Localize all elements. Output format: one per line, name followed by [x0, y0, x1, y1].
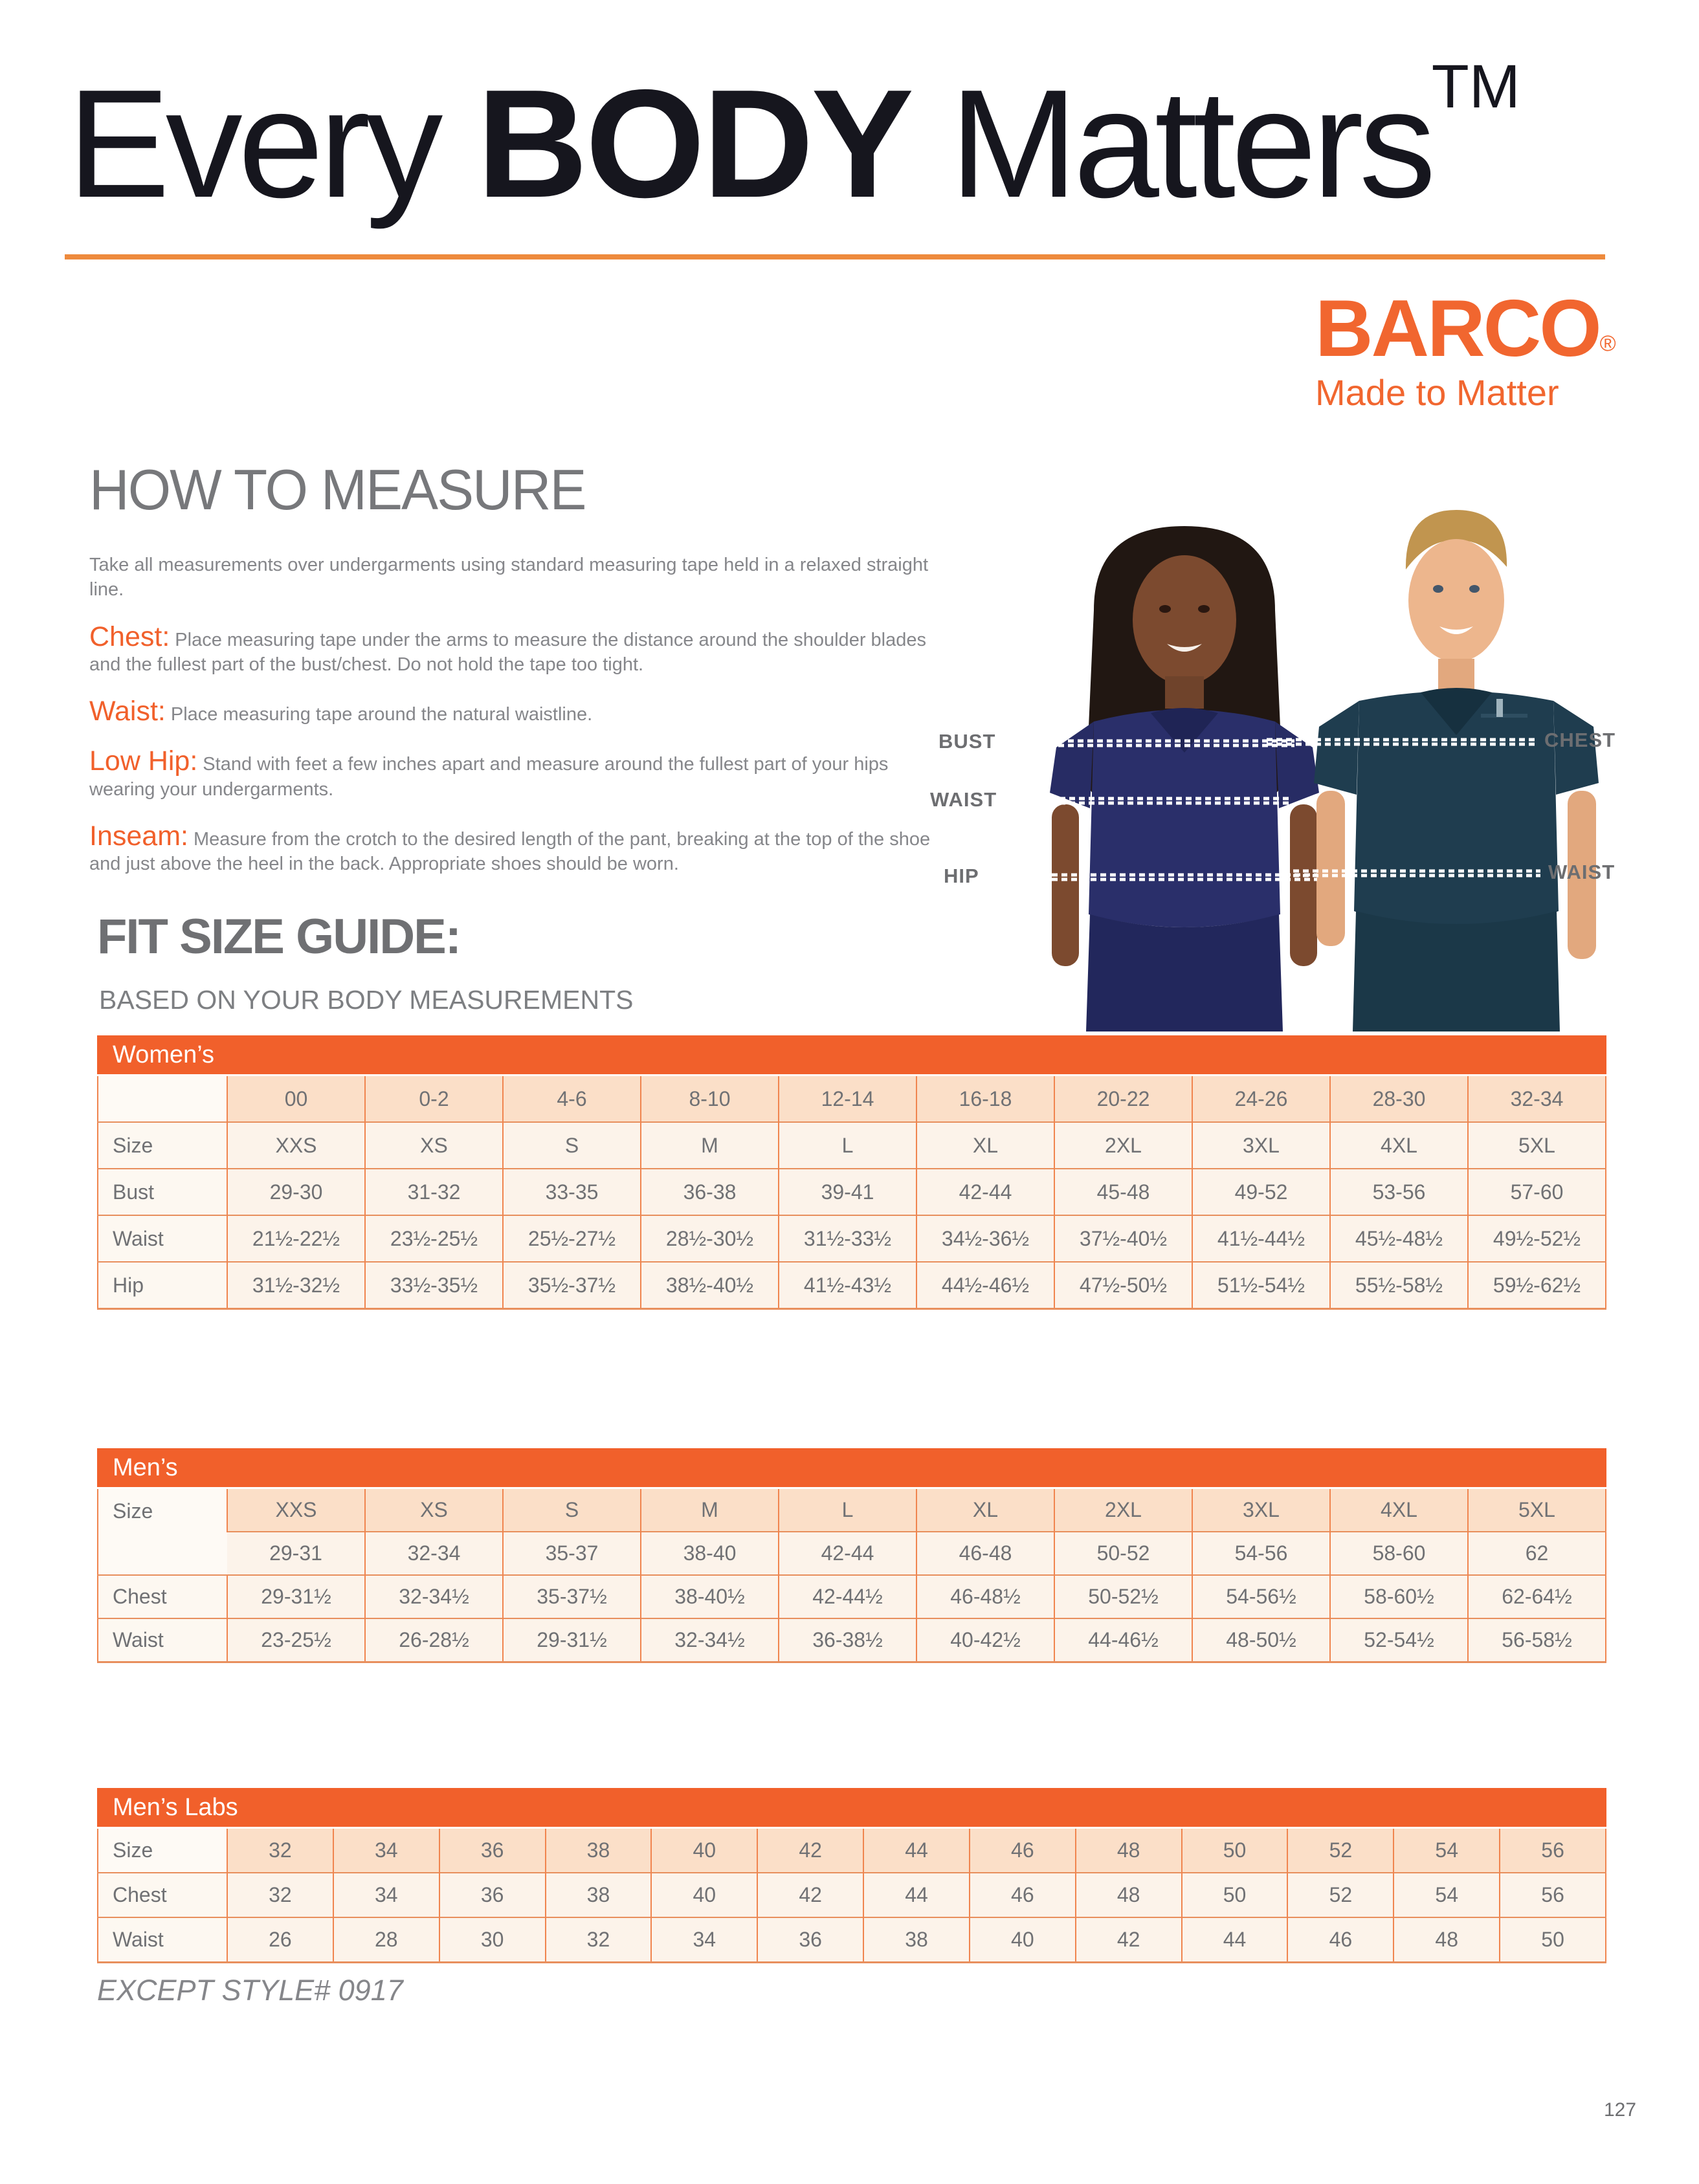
measure-item-label: Inseam: [89, 820, 188, 852]
table-cell: 3XL [1192, 1489, 1330, 1532]
table-row [98, 1575, 1606, 1618]
trademark-mark: TM [1431, 52, 1520, 121]
table-row [98, 1873, 1606, 1917]
title-bold: BODY [476, 58, 912, 230]
measure-items [89, 623, 950, 877]
table-cell: 4XL [1330, 1489, 1468, 1532]
table-cell: 38 [863, 1917, 970, 1963]
table-cell: S [503, 1489, 641, 1532]
table-cell: 38-40½ [641, 1575, 779, 1618]
table-cell: M [641, 1489, 779, 1532]
womens-table-header: Women’s [97, 1035, 1606, 1074]
table-cell: 29-31 [227, 1532, 365, 1575]
table-cell: 44 [1182, 1917, 1288, 1963]
table-cell: 38½-40½ [641, 1262, 779, 1309]
table-cell: 2XL [1054, 1489, 1192, 1532]
waist-right-label: WAIST [1548, 861, 1616, 883]
row-label: Chest [98, 1575, 227, 1618]
row-label: Chest [98, 1873, 227, 1917]
table-cell: 34 [651, 1917, 757, 1963]
man-figure [1314, 510, 1599, 1031]
table-cell: 52-54½ [1330, 1618, 1468, 1662]
measure-item-label: Low Hip: [89, 745, 198, 777]
fit-size-guide-heading: FIT SIZE GUIDE: [97, 909, 461, 964]
table-cell: 29-30 [227, 1169, 365, 1215]
table-row [98, 1169, 1606, 1215]
table-cell: 28½-30½ [641, 1215, 779, 1262]
measure-item [89, 623, 950, 678]
table-cell: 4-6 [503, 1076, 641, 1122]
table-cell: 38 [546, 1873, 652, 1917]
measure-item-label: Chest: [89, 621, 170, 652]
table-cell: 32 [546, 1917, 652, 1963]
table-cell: 42-44 [916, 1169, 1054, 1215]
table-cell: 46 [1287, 1917, 1394, 1963]
table-cell: 49-52 [1192, 1169, 1330, 1215]
title-light-2: Matters [911, 58, 1432, 230]
table-cell: 5XL [1468, 1489, 1606, 1532]
table-cell: S [503, 1122, 641, 1169]
table-cell: 23-25½ [227, 1618, 365, 1662]
table-cell: XS [365, 1122, 503, 1169]
table-cell: 32 [227, 1873, 333, 1917]
table-cell: 32-34 [365, 1532, 503, 1575]
table-cell: 54 [1394, 1873, 1500, 1917]
measure-item-text: Place measuring tape under the arms to measure the distance around the shoulder blades and the fullest part of the bust/chest. Do not hold the tape too tight. [89, 629, 926, 675]
table-cell: 4XL [1330, 1122, 1468, 1169]
hip-label: HIP [944, 865, 979, 887]
table-cell: 36 [757, 1917, 863, 1963]
table-cell: XL [916, 1489, 1054, 1532]
table-cell: 32-34 [1468, 1076, 1606, 1122]
table-cell: 25½-27½ [503, 1215, 641, 1262]
table-cell: 26 [227, 1917, 333, 1963]
table-cell: 28 [333, 1917, 439, 1963]
table-row [98, 1262, 1606, 1309]
table-cell: 53-56 [1330, 1169, 1468, 1215]
bust-label: BUST [938, 730, 996, 753]
table-row [98, 1829, 1606, 1873]
brand-name: BARCO [1315, 284, 1600, 373]
table-cell: 50-52½ [1054, 1575, 1192, 1618]
table-cell: 52 [1287, 1873, 1394, 1917]
fit-size-guide-subheading: BASED ON YOUR BODY MEASUREMENTS [99, 985, 634, 1015]
table-cell: 62 [1468, 1532, 1606, 1575]
table-cell: 38-40 [641, 1532, 779, 1575]
models-illustration [968, 503, 1699, 1031]
table-cell: 42 [1076, 1917, 1182, 1963]
table-cell: 34½-36½ [916, 1215, 1054, 1262]
table-cell: 35-37½ [503, 1575, 641, 1618]
table-cell: 39-41 [779, 1169, 916, 1215]
table-cell: 00 [227, 1076, 365, 1122]
table-cell: 46-48½ [916, 1575, 1054, 1618]
table-cell: 42 [757, 1829, 863, 1873]
row-label: Size [98, 1829, 227, 1873]
table-cell: 32-34½ [365, 1575, 503, 1618]
table-cell: 56 [1500, 1829, 1606, 1873]
mens-size-table [97, 1448, 1606, 1663]
table-cell: 31-32 [365, 1169, 503, 1215]
table-row [98, 1917, 1606, 1963]
table-cell: 57-60 [1468, 1169, 1606, 1215]
table-cell: 38 [546, 1829, 652, 1873]
table-cell: 48 [1076, 1873, 1182, 1917]
table-cell: XL [916, 1122, 1054, 1169]
table-cell: 44½-46½ [916, 1262, 1054, 1309]
brand-block [1315, 284, 1639, 414]
measure-item-text: Place measuring tape around the natural waistline. [170, 704, 593, 725]
table-cell: 47½-50½ [1054, 1262, 1192, 1309]
table-cell: 50-52 [1054, 1532, 1192, 1575]
table-cell: 21½-22½ [227, 1215, 365, 1262]
table-cell: 46-48 [916, 1532, 1054, 1575]
table-cell: 40 [651, 1873, 757, 1917]
table-cell: XXS [227, 1489, 365, 1532]
mens-labs-table-header: Men’s Labs [97, 1788, 1606, 1827]
row-label [98, 1076, 227, 1122]
measure-copy [89, 553, 950, 897]
row-label: Waist [98, 1917, 227, 1963]
registered-mark: ® [1599, 331, 1614, 356]
table-cell: 44 [863, 1829, 970, 1873]
mens-table-header: Men’s [97, 1448, 1606, 1487]
table-cell: 54-56½ [1192, 1575, 1330, 1618]
models-photo [968, 503, 1699, 1031]
table-cell: L [779, 1489, 916, 1532]
page-number: 127 [1604, 2099, 1637, 2121]
table-cell: 46 [970, 1829, 1076, 1873]
table-cell: 41½-43½ [779, 1262, 916, 1309]
measure-item-label: Waist: [89, 696, 166, 727]
table-row [98, 1076, 1606, 1122]
table-cell: L [779, 1122, 916, 1169]
table-cell: 40-42½ [916, 1618, 1054, 1662]
brand-tagline: Made to Matter [1315, 372, 1559, 413]
woman-figure [1050, 526, 1319, 1031]
table-row [98, 1489, 1606, 1532]
table-cell: 48 [1394, 1917, 1500, 1963]
table-cell: 3XL [1192, 1122, 1330, 1169]
row-label: Waist [98, 1215, 227, 1262]
table-cell: 56-58½ [1468, 1618, 1606, 1662]
table-cell: 48 [1076, 1829, 1182, 1873]
table-cell: 8-10 [641, 1076, 779, 1122]
measure-item [89, 747, 950, 802]
table-cell: 32 [227, 1829, 333, 1873]
table-cell: 59½-62½ [1468, 1262, 1606, 1309]
table-cell: 40 [970, 1917, 1076, 1963]
waist-left-label: WAIST [930, 788, 997, 811]
style-exception-note: EXCEPT STYLE# 0917 [97, 1974, 403, 2007]
row-label: Waist [98, 1618, 227, 1662]
table-cell: 29-31½ [503, 1618, 641, 1662]
table-cell: 44 [863, 1873, 970, 1917]
table-row [98, 1122, 1606, 1169]
table-cell: 2XL [1054, 1122, 1192, 1169]
table-cell: 32-34½ [641, 1618, 779, 1662]
table-cell: 33-35 [503, 1169, 641, 1215]
how-to-measure-heading: HOW TO MEASURE [89, 458, 586, 522]
table-cell: 42-44 [779, 1532, 916, 1575]
table-cell: 50 [1500, 1917, 1606, 1963]
table-cell: 50 [1182, 1873, 1288, 1917]
table-cell: 28-30 [1330, 1076, 1468, 1122]
table-cell: 36-38½ [779, 1618, 916, 1662]
table-cell: 24-26 [1192, 1076, 1330, 1122]
measure-item [89, 822, 950, 877]
womens-size-table [97, 1035, 1606, 1310]
table-cell: 34 [333, 1873, 439, 1917]
table-cell: 52 [1287, 1829, 1394, 1873]
table-cell: 46 [970, 1873, 1076, 1917]
table-cell: 34 [333, 1829, 439, 1873]
table-cell: 29-31½ [227, 1575, 365, 1618]
mens-table [97, 1489, 1606, 1663]
table-cell: 35-37 [503, 1532, 641, 1575]
table-cell: 36 [439, 1829, 546, 1873]
table-cell: M [641, 1122, 779, 1169]
table-cell: 54-56 [1192, 1532, 1330, 1575]
table-cell: 31½-33½ [779, 1215, 916, 1262]
page-title [67, 52, 1520, 230]
row-label: Size [98, 1122, 227, 1169]
measure-item-text: Measure from the crotch to the desired length of the pant, breaking at the top of the shoe and just above the heel in the back. Appropriate shoes should be worn. [89, 828, 931, 875]
table-row [98, 1532, 1606, 1575]
table-cell: 48-50½ [1192, 1618, 1330, 1662]
row-label: Bust [98, 1169, 227, 1215]
womens-table [97, 1076, 1606, 1310]
table-cell: 45-48 [1054, 1169, 1192, 1215]
table-cell: 12-14 [779, 1076, 916, 1122]
table-cell: 37½-40½ [1054, 1215, 1192, 1262]
title-light-1: Every [67, 58, 477, 230]
table-cell: 5XL [1468, 1122, 1606, 1169]
measure-intro: Take all measurements over undergarments using standard measuring tape held in a relaxed straight line. [89, 555, 929, 601]
table-cell: 50 [1182, 1829, 1288, 1873]
table-cell: 31½-32½ [227, 1262, 365, 1309]
chest-label: CHEST [1544, 729, 1616, 751]
table-cell: 58-60½ [1330, 1575, 1468, 1618]
table-cell: 45½-48½ [1330, 1215, 1468, 1262]
measure-item [89, 698, 950, 727]
table-cell: 23½-25½ [365, 1215, 503, 1262]
row-label: Hip [98, 1262, 227, 1309]
table-cell: 16-18 [916, 1076, 1054, 1122]
mens-labs-size-table [97, 1788, 1606, 1963]
table-cell: XXS [227, 1122, 365, 1169]
table-cell: 56 [1500, 1873, 1606, 1917]
orange-divider [65, 254, 1605, 259]
table-cell: 44-46½ [1054, 1618, 1192, 1662]
table-cell: 35½-37½ [503, 1262, 641, 1309]
table-cell: 42-44½ [779, 1575, 916, 1618]
table-cell: 0-2 [365, 1076, 503, 1122]
mens-labs-table [97, 1829, 1606, 1963]
table-cell: 42 [757, 1873, 863, 1917]
measure-item-text: Stand with feet a few inches apart and measure around the fullest part of your hips wearing your undergarments. [89, 754, 889, 800]
table-cell: 36 [439, 1873, 546, 1917]
table-cell: XS [365, 1489, 503, 1532]
table-cell: 55½-58½ [1330, 1262, 1468, 1309]
table-cell: 30 [439, 1917, 546, 1963]
row-label: Size [98, 1489, 227, 1575]
barco-logo [1315, 284, 1639, 373]
table-cell: 33½-35½ [365, 1262, 503, 1309]
table-cell: 20-22 [1054, 1076, 1192, 1122]
table-cell: 36-38 [641, 1169, 779, 1215]
table-cell: 49½-52½ [1468, 1215, 1606, 1262]
table-cell: 26-28½ [365, 1618, 503, 1662]
table-row [98, 1618, 1606, 1662]
table-cell: 40 [651, 1829, 757, 1873]
table-cell: 41½-44½ [1192, 1215, 1330, 1262]
table-row [98, 1215, 1606, 1262]
table-cell: 62-64½ [1468, 1575, 1606, 1618]
table-cell: 54 [1394, 1829, 1500, 1873]
table-cell: 51½-54½ [1192, 1262, 1330, 1309]
table-cell: 58-60 [1330, 1532, 1468, 1575]
